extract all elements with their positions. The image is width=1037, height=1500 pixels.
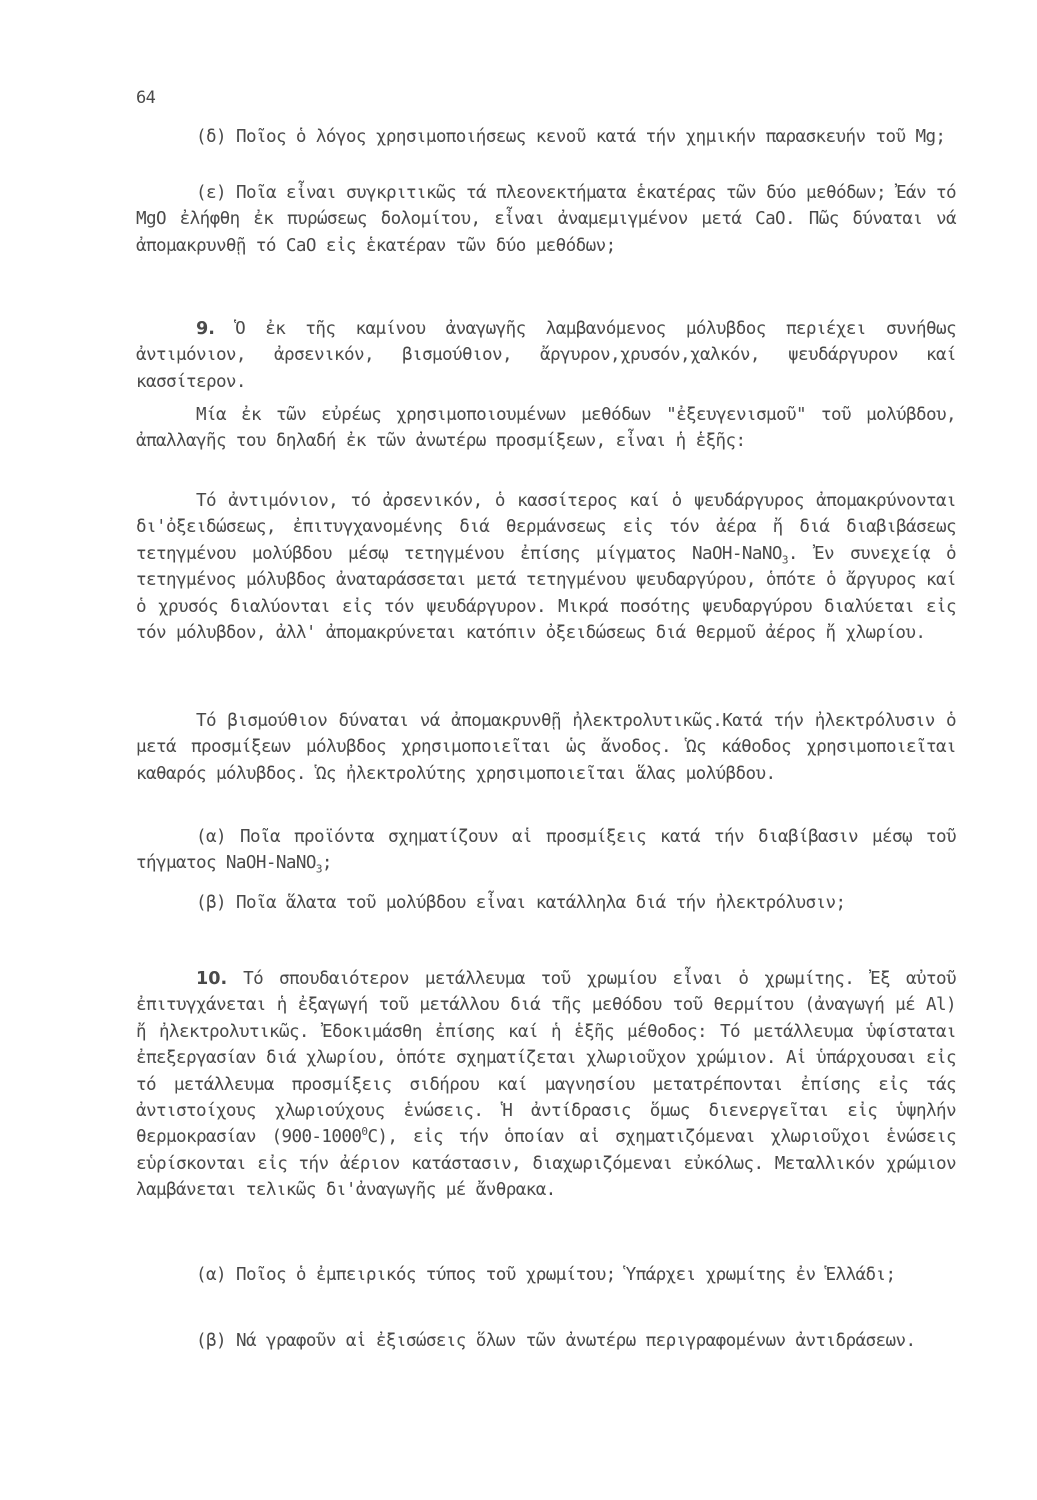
problem-10-text-b: C), εἰς τήν ὁποίαν αἱ σχηματιζόμεναι χλωριοῦχοι ἑνώσεις εὑρίσκονται εἰς τήν ἀέριον κατάστασιν, διαχωριζόμεναι εὐκόλως. Μεταλλικόν χρώμιον λαμβάνεται τελικῶς δι'ἀναγωγῆς μέ ἄνθρακα. [136, 1127, 956, 1201]
bismuth-paragraph: Τό βισμούθιον δύναται νά ἀπομακρυνθῇ ἠλεκτρολυτικῶς.Κατά τήν ἠλεκτρόλυσιν ὁ μετά προσμίξεων μόλυβδος χρησιμοποιεῖται ὡς ἄνοδος. Ὡς κάθοδος χρησιμοποιεῖται καθαρός μόλυβδος. Ὡς ἠλεκτρολύτης χρησιμοποιεῖται ἅλας μολύβδου. [136, 711, 956, 784]
page-number: 64 [136, 88, 156, 108]
problem-10-text-a: Τό σπουδαιότερον μετάλλευμα τοῦ χρωμίου εἶναι ὁ χρωμίτης. Ἐξ αὐτοῦ ἐπιτυγχάνεται ἡ ἐξαγωγή τοῦ μετάλλου διά τῆς μεθόδου τοῦ θερμίτου (ἀναγωγή μέ Al) ἤ ἠλεκτρολυτικῶς. Ἐδοκιμάσθη ἐπίσης καί ἡ ἑξῆς μέθοδος: Τό μετάλλευμα ὑφίσταται ἐπεξεργασίαν διά χλωρίου, ὁπότε σχηματίζεται χλωριοῦχον χρώμιον. Αἱ ὑπάρχουσαι εἰς τό μετάλλευμα προσμίξεις σιδήρου καί μαγνησίου μετατρέπονται ἐπίσης εἰς τάς ἀντιστοίχους χλωριούχους ἑνώσεις. Ἡ ἀντίδρασις ὅμως διενεργεῖται εἰς ὑψηλήν θερμοκρασίαν (900-1000 [136, 969, 956, 1148]
question-9a-subscript: 3 [315, 862, 322, 876]
oxidation-paragraph [136, 488, 956, 646]
question-9a-paragraph [136, 824, 956, 877]
problem-9-number: 9. [196, 319, 215, 339]
question-9a-text-b: ; [321, 853, 332, 874]
oxidation-text-a: Τό ἀντιμόνιον, τό ἀρσενικόν, ὁ κασσίτερος καί ὁ ψευδάργυρος ἀπομακρύνονται δι'ὀξειδώσεως, ἐπιτυγχανομένης διά θερμάνσεως εἰς τόν ἀέρα ἤ διά διαβιβάσεως τετηγμένου μολύβδου μέσῳ τετηγμένου ἐπίσης μίγματος NaOH-NaNO [136, 491, 956, 564]
refining-method-paragraph: Μία ἐκ τῶν εὐρέως χρησιμοποιουμένων μεθόδων "ἐξευγενισμοῦ" τοῦ μολύβδου, ἀπαλλαγῆς του δηλαδή ἐκ τῶν ἀνωτέρω προσμίξεων, εἶναι ἡ ἑξῆς: [136, 405, 956, 452]
question-10a-paragraph: (α) Ποῖος ὁ ἐμπειρικός τύπος τοῦ χρωμίτου; Ὑπάρχει χρωμίτης ἐν Ἑλλάδι; [196, 1265, 896, 1285]
degree-superscript: 0 [361, 1125, 368, 1139]
question-9a-text-a: (α) Ποῖα προϊόντα σχηματίζουν αἱ προσμίξεις κατά τήν διαβίβασιν μέσῳ τοῦ τήγματος NaOH-NaNO [136, 827, 956, 874]
problem-10-paragraph [136, 966, 956, 1204]
question-9b-paragraph: (β) Ποῖα ἅλατα τοῦ μολύβδου εἶναι κατάλληλα διά τήν ἠλεκτρόλυσιν; [196, 893, 846, 913]
question-d-paragraph: (δ) Ποῖος ὁ λόγος χρησιμοποιήσεως κενοῦ κατά τήν χημικήν παρασκευήν τοῦ Mg; [196, 127, 946, 147]
oxidation-text-b: . Ἐν συνεχείᾳ ὁ τετηγμένος μόλυβδος ἀναταράσσεται μετά τετηγμένου ψευδαργύρου, ὁπότε ὁ ἄργυρος καί ὁ χρυσός διαλύονται εἰς τόν ψευδάργυρον. Μικρά ποσότης ψευδαργύρου διαλύεται εἰς τόν μόλυβδον, ἀλλ' ἀπομακρύνεται κατόπιν ὀξειδώσεως διά θερμοῦ ἀέρος ἤ χλωρίου. [136, 543, 956, 644]
problem-9-text: Ὁ ἐκ τῆς καμίνου ἀναγωγῆς λαμβανόμενος μόλυβδος περιέχει συνήθως ἀντιμόνιον, ἀρσενικόν, βισμούθιον, ἄργυρον,χρυσόν,χαλκόν, ψευδάργυρον καί κασσίτερον. [136, 319, 956, 392]
question-10b-paragraph: (β) Νά γραφοῦν αἱ ἐξισώσεις ὅλων τῶν ἀνωτέρω περιγραφομένων ἀντιδράσεων. [196, 1331, 916, 1351]
problem-9-intro [136, 316, 956, 395]
question-e-paragraph: (ε) Ποῖα εἶναι συγκριτικῶς τά πλεονεκτήματα ἑκατέρας τῶν δύο μεθόδων; Ἐάν τό MgO ἐλήφθη ἐκ πυρώσεως δολομίτου, εἶναι ἀναμεμιγμένον μετά CaO. Πῶς δύναται νά ἀπομακρυνθῇ τό CaO εἰς ἑκατέραν τῶν δύο μεθόδων; [136, 183, 956, 256]
nitrate-subscript: 3 [781, 553, 788, 567]
problem-10-number: 10. [196, 969, 228, 989]
